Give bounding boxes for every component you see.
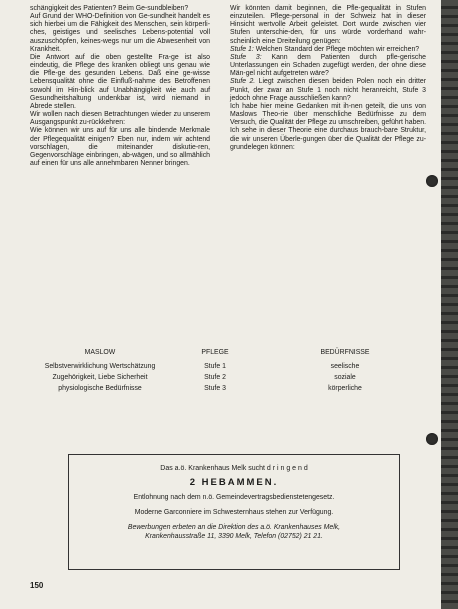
paragraph: Auf Grund der WHO-Definition von Ge-sundheit handelt es sich hierbei um die Fähigkeit des Menschen, sein körperli-ches, geistiges und seelisches Lebens-potential voll auszuschöpfen, keines-wegs nur um die Abwesenheit von Krankheit. <box>30 13 210 53</box>
binder-edge <box>441 0 458 609</box>
table-cell: Stufe 3 <box>204 385 226 392</box>
ad-contact: Krankenhausstraße 11, 3390 Melk, Telefon (02752) 21 21. <box>145 533 323 540</box>
paragraph: schängigkeit des Patienten? Beim Ge-sundbleiben? <box>30 5 189 12</box>
ad-line: Entlohnung nach dem n.ö. Gemeindevertragsbedienstetengesetz. <box>133 494 335 501</box>
table-row <box>30 363 430 371</box>
paragraph: Wir wollen nach diesen Betrachtungen wieder zu unserem Ausgangspunkt zu-rückkehren: <box>30 111 210 127</box>
paragraph: Ich habe hier meine Gedanken mit ih-nen geteilt, die uns von Maslows Theo-rie über menschliche Bedürfnisse zu dem Versuch, die Qualität der Pflege zu umschreiben, geführt haben. Ich sehe in dieser Theorie eine durchaus brauch-bare Struktur, die wir unseren Überle-gungen über die Qualität der Pflege zu-grundelegen können: <box>230 102 426 151</box>
paragraph <box>230 54 426 78</box>
paragraph: Die Antwort auf die oben gestellte Fra-ge ist also eindeutig, die Pflege des kranken obliegt uns genau wie die Pfle-ge des gesunden Lebens. Daß eine ge-wisse Lebensqualität ohne die Einfluß-nahme des Betroffenen sowohl im Hin-blick auf Unabhängigkeit wie auch auf Gesundheitshaltung undenkbar ist, wird niemand in Abrede stellen. <box>30 53 210 110</box>
ad-headline: Das a.ö. Krankenhaus Melk sucht d r i n g e n d <box>160 465 308 472</box>
table-cell: Stufe 2 <box>204 374 226 381</box>
stage-text: Welchen Standard der Pflege möchten wir erreichen? <box>255 45 420 53</box>
table-cell: soziale <box>334 374 356 381</box>
paragraph <box>230 78 426 102</box>
table-cell: körperliche <box>328 385 362 392</box>
paragraph: Wir könnten damit beginnen, die Pfle-gequalität in Stufen einzuteilen. Pflege-personal in der Schweiz hat in dieser Hinsicht wertvolle Arbeit geleistet. Dort wurde zwischen vier Stufen unterschie-den, für uns würde vorderhand wahr-scheinlich eine Dreiteilung genügen: <box>230 5 426 45</box>
table-cell: seelische <box>330 363 360 370</box>
ad-title: 2 HEBAMMEN. <box>189 477 279 488</box>
table-row <box>30 385 430 393</box>
page-number: 150 <box>30 581 44 590</box>
paragraph <box>230 46 426 54</box>
left-text-column <box>30 5 210 168</box>
table-cell: Selbstverwirklichung Wertschätzung <box>44 363 156 370</box>
table-cell: Zugehörigkeit, Liebe Sicherheit <box>52 374 148 381</box>
stage-label: Stufe 2. <box>230 78 256 86</box>
stage-text: Kann dem Patienten durch pfle-gerische Unterlassungen ein Schaden zugefügt werden, der ohne diese Män-gel nicht aufgetreten wäre? <box>230 53 426 78</box>
ad-line: Moderne Garconniere im Schwesternhaus stehen zur Verfügung. <box>134 509 334 516</box>
table-header: PFLEGE <box>201 349 229 356</box>
table-header: MASLOW <box>84 349 116 356</box>
maslow-table <box>30 349 430 396</box>
punch-hole <box>426 175 438 187</box>
job-advertisement <box>68 454 400 570</box>
table-cell: physiologische Bedürfnisse <box>58 385 142 392</box>
punch-hole <box>426 433 438 445</box>
table-row <box>30 374 430 382</box>
table-cell: Stufe 1 <box>204 363 226 370</box>
stage-label: Stufe 3: <box>230 53 262 61</box>
paragraph: Wie können wir uns auf für uns alle bindende Merkmale der Pflegequalität einigen? Eben nur, indem wir achtend vorschlagen, die miteinander diskutie-ren, Gegenvorschläge einbringen, ab-wägen, und so allmählich auf einen für uns alle annehmbaren Nenner bringen. <box>30 127 210 167</box>
table-header: BEDÜRFNISSE <box>320 349 370 356</box>
stage-label: Stufe 1: <box>230 45 254 53</box>
table-header-row <box>30 349 430 357</box>
stage-text: Liegt zwischen diesen beiden Polen noch ein dritter Punkt, der zwar an Stufe 1 noch nicht heranreicht, Stufe 3 jedoch ohne Frage ausschließen kann? <box>230 78 426 102</box>
ad-contact: Bewerbungen erbeten an die Direktion des a.ö. Krankenhauses Melk, <box>127 524 341 531</box>
right-text-column <box>230 5 426 152</box>
